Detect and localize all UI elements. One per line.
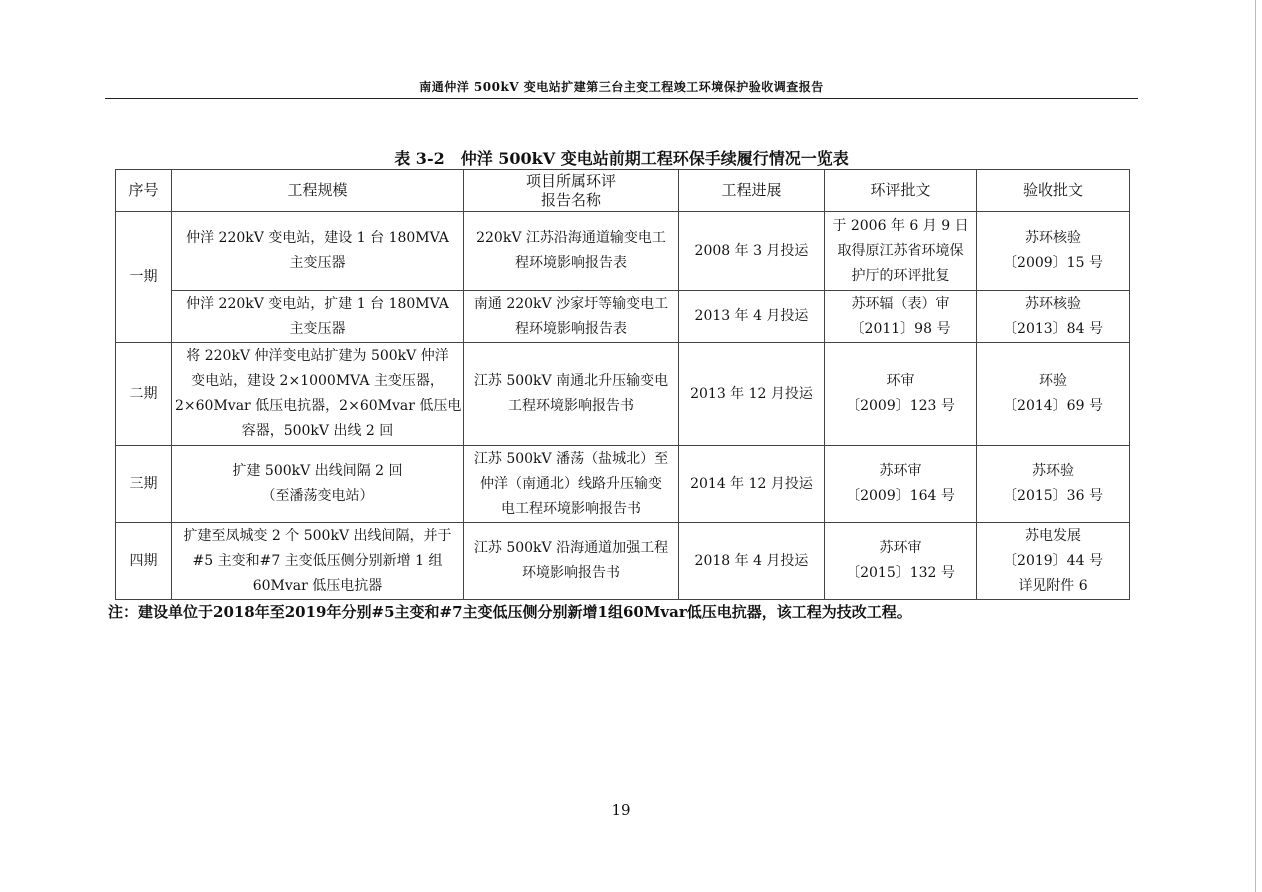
report-cell: 江苏 500kV 南通北升压输变电 工程环境影响报告书 — [464, 343, 679, 446]
header-cell-scale: 工程规模 — [172, 170, 464, 212]
report-header-title: 南通仲洋 500kV 变电站扩建第三台主变工程竣工环境保护验收调查报告 — [419, 80, 824, 94]
table-caption: 表 3-2 仲洋 500kV 变电站前期工程环保手续履行情况一览表 — [394, 149, 849, 168]
header-cell-eia-approval: 环评批文 — [825, 170, 977, 212]
report-cell: 220kV 江苏沿海通道输变电工 程环境影响报告表 — [464, 212, 679, 291]
page-edge-line — [1255, 0, 1256, 892]
page-number: 19 — [611, 801, 631, 819]
eia-approval-cell: 环审 〔2009〕123 号 — [825, 343, 977, 446]
report-cell: 江苏 500kV 潘荡（盐城北）至 仲洋（南通北）线路升压输变 电工程环境影响报告书 — [464, 446, 679, 523]
progress-cell: 2008 年 3 月投运 — [679, 212, 825, 291]
scale-cell: 扩建 500kV 出线间隔 2 回 （至潘荡变电站） — [172, 446, 464, 523]
phase-cell: 二期 — [116, 343, 172, 446]
table-row — [116, 343, 1130, 446]
progress-cell: 2013 年 12 月投运 — [679, 343, 825, 446]
progress-cell: 2018 年 4 月投运 — [679, 523, 825, 600]
table-row — [116, 291, 1130, 343]
table-row — [116, 523, 1130, 600]
phase-cell: 四期 — [116, 523, 172, 600]
scale-cell: 仲洋 220kV 变电站，建设 1 台 180MVA 主变压器 — [172, 212, 464, 291]
table-footnote: 注：建设单位于2018年至2019年分别#5主变和#7主变低压侧分别新增1组60Mvar低压电抗器，该工程为技改工程。 — [108, 603, 912, 621]
scale-cell: 扩建至凤城变 2 个 500kV 出线间隔，并于 #5 主变和#7 主变低压侧分别新增 1 组 60Mvar 低压电抗器 — [172, 523, 464, 600]
eia-approval-cell: 苏环审 〔2009〕164 号 — [825, 446, 977, 523]
phase-cell: 三期 — [116, 446, 172, 523]
phase-cell: 一期 — [116, 212, 172, 343]
table-row — [116, 446, 1130, 523]
table-row — [116, 212, 1130, 291]
report-cell: 南通 220kV 沙家圩等输变电工 程环境影响报告表 — [464, 291, 679, 343]
eia-approval-cell: 苏环审 〔2015〕132 号 — [825, 523, 977, 600]
header-divider — [105, 98, 1138, 99]
eia-approval-cell: 苏环辐（表）审 〔2011〕98 号 — [825, 291, 977, 343]
header-cell-report: 项目所属环评 报告名称 — [464, 170, 679, 212]
acceptance-cell: 苏环核验 〔2013〕84 号 — [977, 291, 1130, 343]
progress-cell: 2013 年 4 月投运 — [679, 291, 825, 343]
environmental-procedures-table — [115, 169, 1130, 600]
progress-cell: 2014 年 12 月投运 — [679, 446, 825, 523]
table-header-row — [116, 170, 1130, 212]
header-cell-index: 序号 — [116, 170, 172, 212]
report-cell: 江苏 500kV 沿海通道加强工程 环境影响报告书 — [464, 523, 679, 600]
eia-approval-cell: 于 2006 年 6 月 9 日 取得原江苏省环境保 护厅的环评批复 — [825, 212, 977, 291]
header-cell-acceptance: 验收批文 — [977, 170, 1130, 212]
scale-cell: 将 220kV 仲洋变电站扩建为 500kV 仲洋 变电站，建设 2×1000MVA 主变压器， 2×60Mvar 低压电抗器，2×60Mvar 低压电 容器，500kV 出线 2 回 — [172, 343, 464, 446]
acceptance-cell: 苏环核验 〔2009〕15 号 — [977, 212, 1130, 291]
header-cell-progress: 工程进展 — [679, 170, 825, 212]
acceptance-cell: 环验 〔2014〕69 号 — [977, 343, 1130, 446]
scale-cell: 仲洋 220kV 变电站，扩建 1 台 180MVA 主变压器 — [172, 291, 464, 343]
acceptance-cell: 苏环验 〔2015〕36 号 — [977, 446, 1130, 523]
acceptance-cell: 苏电发展 〔2019〕44 号 详见附件 6 — [977, 523, 1130, 600]
